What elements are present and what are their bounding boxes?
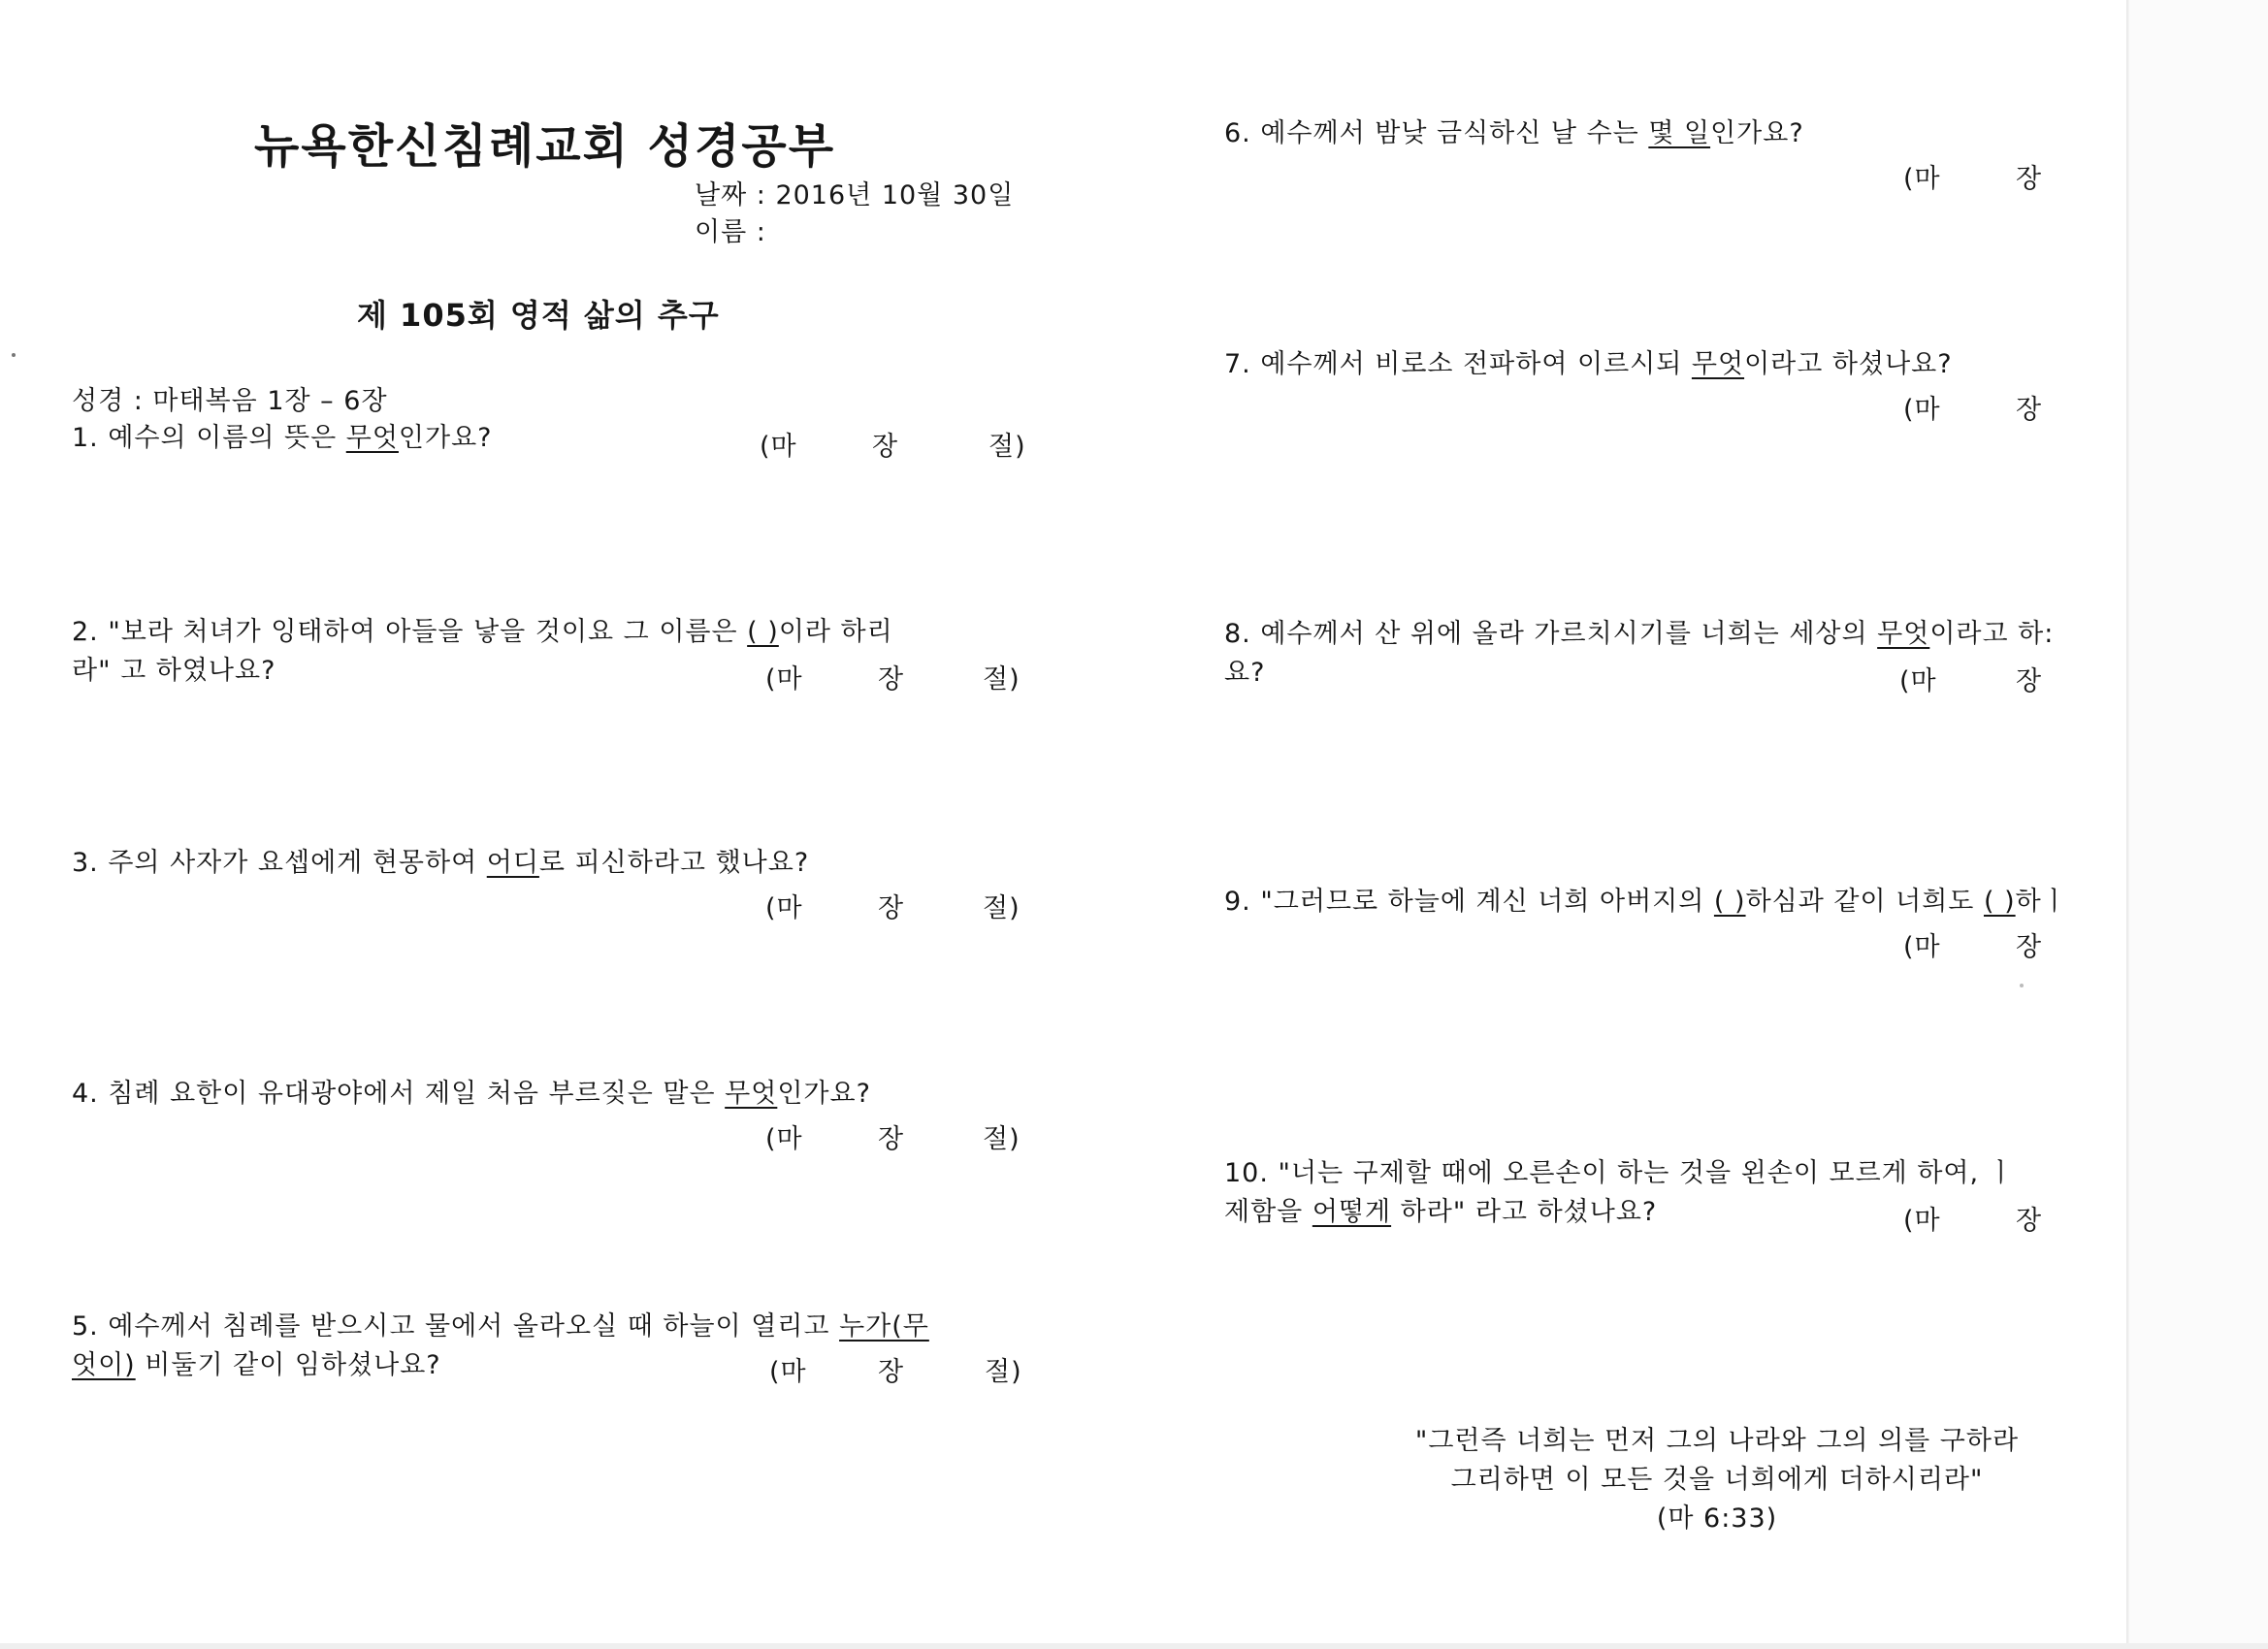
name-value: : [756,217,766,247]
reference-blank-2: (마 장 절) [765,664,1021,695]
answer-blank: 어디 [486,848,539,878]
reference-blank-10: (마 장 [1903,1206,2043,1236]
reference-blank-7: (마 장 [1903,395,2043,425]
reference-blank-9: (마 장 [1903,932,2043,962]
answer-blank: 무엇 [1877,619,1930,649]
reference-blank-8: (마 장 [1899,666,2043,696]
answer-blank: ( ) [747,617,779,647]
closing-quote-line-1: "그런즉 너희는 먼저 그의 나라와 그의 의를 구하라 [1414,1426,2020,1456]
reference-blank-1: (마 장 절) [760,432,1026,462]
answer-blank: 어떻게 [1312,1197,1392,1227]
answer-blank: 엇이) [72,1350,136,1380]
date-value: : 2016년 10월 30일 [756,180,1015,210]
question-10: 10. "너는 구제할 때에 오른손이 하는 것을 왼손이 모르게 하여, ㅣ [1224,1158,2015,1188]
scan-bottom-edge [0,1643,2268,1649]
scripture-range: 성경 : 마태복음 1장 – 6장 [72,386,388,416]
reference-blank-4: (마 장 절) [765,1124,1021,1154]
date-row [695,177,1014,215]
question-1: 1. 예수의 이름의 뜻은 무엇인가요? [72,423,493,453]
page-title: 뉴욕한신침례교회 성경공부 [254,119,836,174]
lesson-title: 제 105회 영적 삶의 추구 [357,297,720,334]
answer-blank: 무엇 [1691,349,1745,379]
question-8: 8. 예수께서 산 위에 올라 가르치시기를 너희는 세상의 무엇이라고 하: [1224,619,2055,649]
name-label: 이름 [695,217,748,247]
scan-speck [12,353,16,357]
answer-blank: 무엇 [345,423,399,453]
question-4: 4. 침례 요한이 유대광야에서 제일 처음 부르짖은 말은 무엇인가요? [72,1079,871,1109]
closing-quote-line-2: 그리하면 이 모든 것을 너희에게 더하시리라" [1450,1465,1984,1495]
answer-blank: 몇 일 [1648,118,1711,148]
answer-blank: 무엇 [725,1079,778,1109]
date-label: 날짜 [695,180,748,210]
question-6: 6. 예수께서 밤낮 금식하신 날 수는 몇 일인가요? [1224,118,1804,148]
question-8-line-2: 요? [1224,658,1266,688]
scan-speck [2020,984,2024,987]
reference-blank-5: (마 장 절) [769,1357,1022,1387]
name-row [695,213,766,252]
question-10-line-2: 제함을 어떻게 하라" 라고 하셨나요? [1224,1197,1658,1227]
reference-blank-6: (마 장 [1903,164,2043,194]
answer-blank: ( ) [1983,887,2016,917]
question-5-line-2: 엇이) 비둘기 같이 임하셨나요? [72,1350,441,1380]
question-2-line-2: 라" 고 하였나요? [72,656,276,686]
answer-blank: 누가(무 [839,1311,929,1342]
closing-quote [1300,1422,2134,1538]
question-3: 3. 주의 사자가 요셉에게 현몽하여 어디로 피신하라고 했나요? [72,848,810,878]
closing-quote-citation: (마 6:33) [1656,1504,1778,1534]
answer-blank: ( ) [1713,887,1746,917]
question-7: 7. 예수께서 비로소 전파하여 이르시되 무엇이라고 하셨나요? [1224,349,1953,379]
question-2: 2. "보라 처녀가 잉태하여 아들을 낳을 것이요 그 이름은 ( )이라 하리 [72,617,893,647]
scan-margin [2129,0,2268,1649]
question-5: 5. 예수께서 침례를 받으시고 물에서 올라오실 때 하늘이 열리고 누가(무 [72,1311,929,1342]
question-9: 9. "그러므로 하늘에 계신 너희 아버지의 ( )하심과 같이 너희도 ( )하ㅣ [1224,887,2068,917]
reference-blank-3: (마 장 절) [765,893,1021,923]
